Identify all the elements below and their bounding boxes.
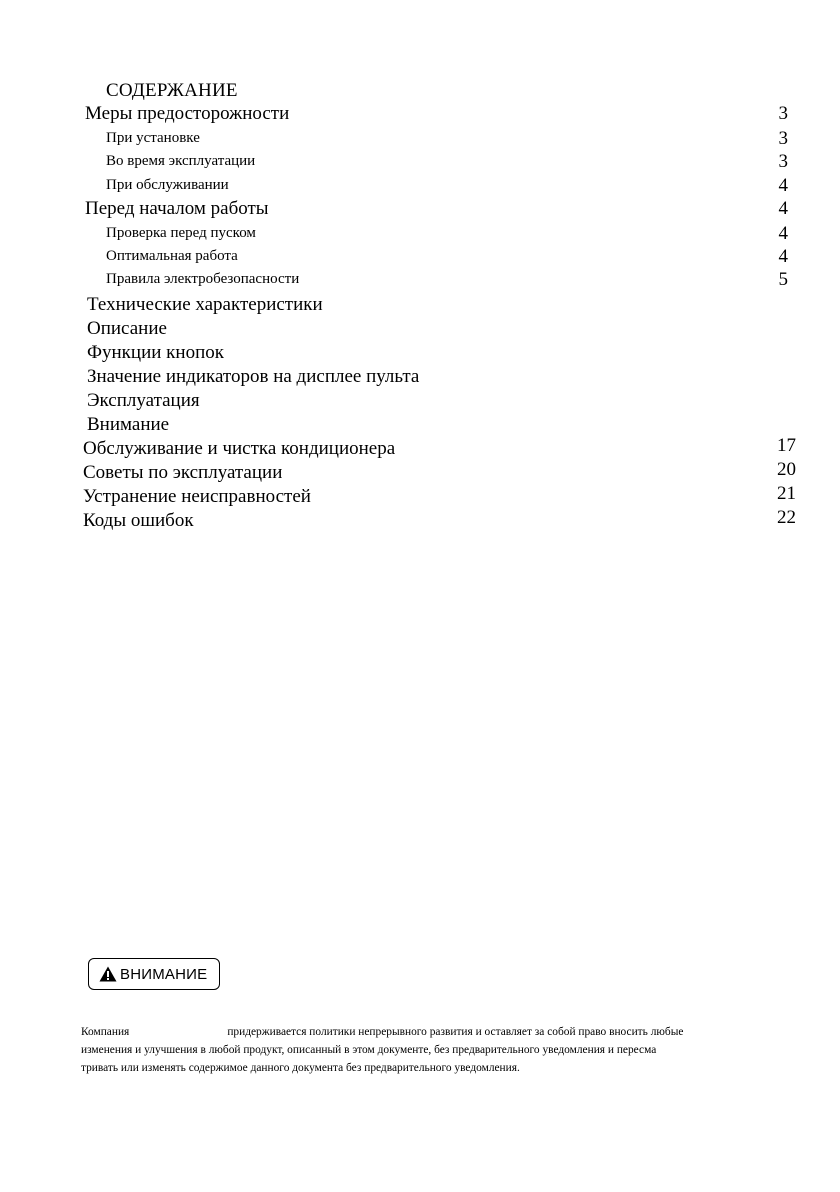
toc-entry-label: Эксплуатация — [87, 390, 200, 411]
toc-entry-page: 4 — [778, 198, 788, 219]
toc-entry-label: Технические характеристики — [87, 294, 323, 315]
toc-entry — [0, 318, 840, 342]
toc-entry-page: 3 — [778, 128, 788, 149]
toc-entry-label: Внимание — [87, 414, 170, 435]
toc-entry — [0, 366, 840, 390]
toc-entry-page: 4 — [778, 223, 788, 244]
disclaimer-line-rest: придерживается политики непрерывного развития и оставляет за собой право вносить любые — [227, 1026, 684, 1038]
toc-entry-page: 5 — [778, 269, 788, 290]
toc-entry-label: Описание — [87, 318, 167, 339]
toc-title: СОДЕРЖАНИЕ — [106, 80, 238, 101]
disclaimer-company: Компания — [81, 1026, 130, 1038]
warning-badge — [88, 958, 220, 990]
toc-entry-page: 4 — [778, 175, 788, 196]
toc-entry-label: При установке — [106, 130, 200, 146]
toc-subentry — [0, 269, 840, 293]
toc-entry — [0, 507, 840, 534]
warning-triangle-icon — [99, 966, 117, 982]
toc-entry-label: При обслуживании — [106, 177, 229, 193]
toc-entry-label: Во время эксплуатации — [106, 153, 256, 169]
toc-entry-label: Устранение неисправностей — [83, 486, 311, 507]
toc-entry — [0, 390, 840, 414]
toc-entry — [0, 459, 840, 486]
toc-entry-page: 20 — [777, 459, 796, 480]
toc-entry-page: 3 — [778, 103, 788, 124]
toc-entry — [0, 342, 840, 366]
toc-entry — [0, 414, 840, 438]
toc-entry-label: Функции кнопок — [87, 342, 224, 363]
toc-entry-label: Коды ошибок — [83, 510, 194, 531]
toc-entry-page: 4 — [778, 246, 788, 267]
toc-entry — [0, 103, 840, 127]
toc-subentry — [0, 128, 840, 152]
disclaimer-line — [81, 1023, 683, 1041]
toc-entry-label: Перед началом работы — [85, 198, 269, 219]
toc-subentry — [0, 175, 840, 199]
toc-entry-page: 3 — [778, 151, 788, 172]
toc-entry — [0, 294, 840, 318]
toc-entry-page: 22 — [777, 507, 796, 528]
toc-entry — [0, 435, 840, 462]
toc-entry-page: 17 — [777, 435, 796, 456]
toc-entry-label: Значение индикаторов на дисплее пульта — [87, 366, 420, 387]
toc-entry-label: Правила электробезопасности — [106, 271, 300, 287]
disclaimer-line: тривать или изменять содержимое данного документа без предварительного уведомления. — [81, 1062, 520, 1074]
toc-subentry — [0, 223, 840, 247]
toc-subentry — [0, 151, 840, 175]
toc-entry-label: Обслуживание и чистка кондиционера — [83, 438, 396, 459]
toc-entry-label: Меры предосторожности — [85, 103, 290, 124]
toc-entry-label: Проверка перед пуском — [106, 225, 256, 241]
toc-entry — [0, 483, 840, 510]
disclaimer-line: изменения и улучшения в любой продукт, описанный в этом документе, без предварительного уведомления и пересма — [81, 1044, 657, 1056]
toc-entry-page: 21 — [777, 483, 796, 504]
toc-entry-label: Оптимальная работа — [106, 248, 238, 264]
toc-subentry — [0, 246, 840, 270]
toc-entry — [0, 198, 840, 222]
toc-entry-label: Советы по эксплуатации — [83, 462, 283, 483]
warning-label: ВНИМАНИЕ — [120, 965, 208, 983]
